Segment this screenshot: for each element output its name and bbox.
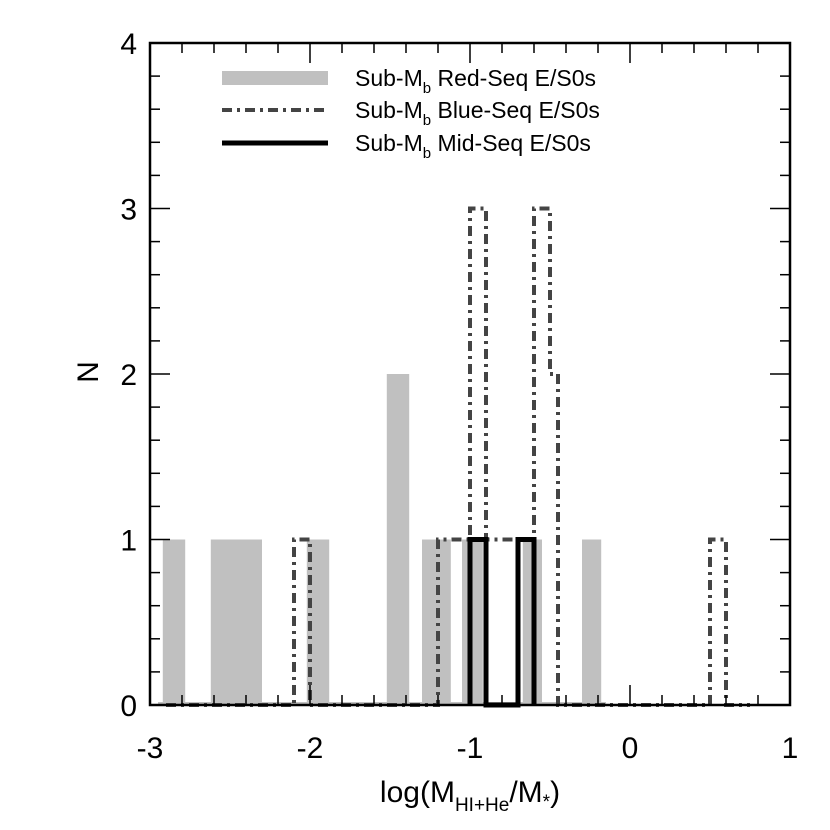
bar-red-0 [163, 540, 185, 706]
legend-label-mid: Sub-$M_b$ Mid-Seq E/S0s [355, 130, 591, 162]
y-tick-label: 2 [120, 359, 137, 392]
x-tick-label: -3 [136, 732, 164, 765]
bar-red-1 [211, 540, 262, 706]
legend-label-blue: Sub-$M_b$ Blue-Seq E/S0s [355, 97, 600, 129]
x-tick-label: -1 [456, 732, 484, 765]
red-seq-bars [158, 374, 606, 705]
y-tick-label: 4 [120, 28, 137, 61]
x-tick-label: -2 [296, 732, 324, 765]
x-axis-title: $\log(M_{HI+He}/M_*)$ [379, 776, 561, 816]
bar-red-7 [582, 540, 601, 706]
y-tick-label: 0 [120, 690, 137, 723]
bar-red-3 [387, 374, 409, 705]
x-tick-label: 1 [781, 732, 799, 765]
legend [222, 65, 600, 162]
y-axis-title: N [72, 361, 105, 383]
x-tick-label: 0 [621, 732, 639, 765]
y-tick-label: 1 [120, 524, 137, 558]
legend-label-red: Sub-$M_b$ Red-Seq E/S0s [355, 65, 597, 97]
y-tick-label: 3 [120, 193, 137, 227]
